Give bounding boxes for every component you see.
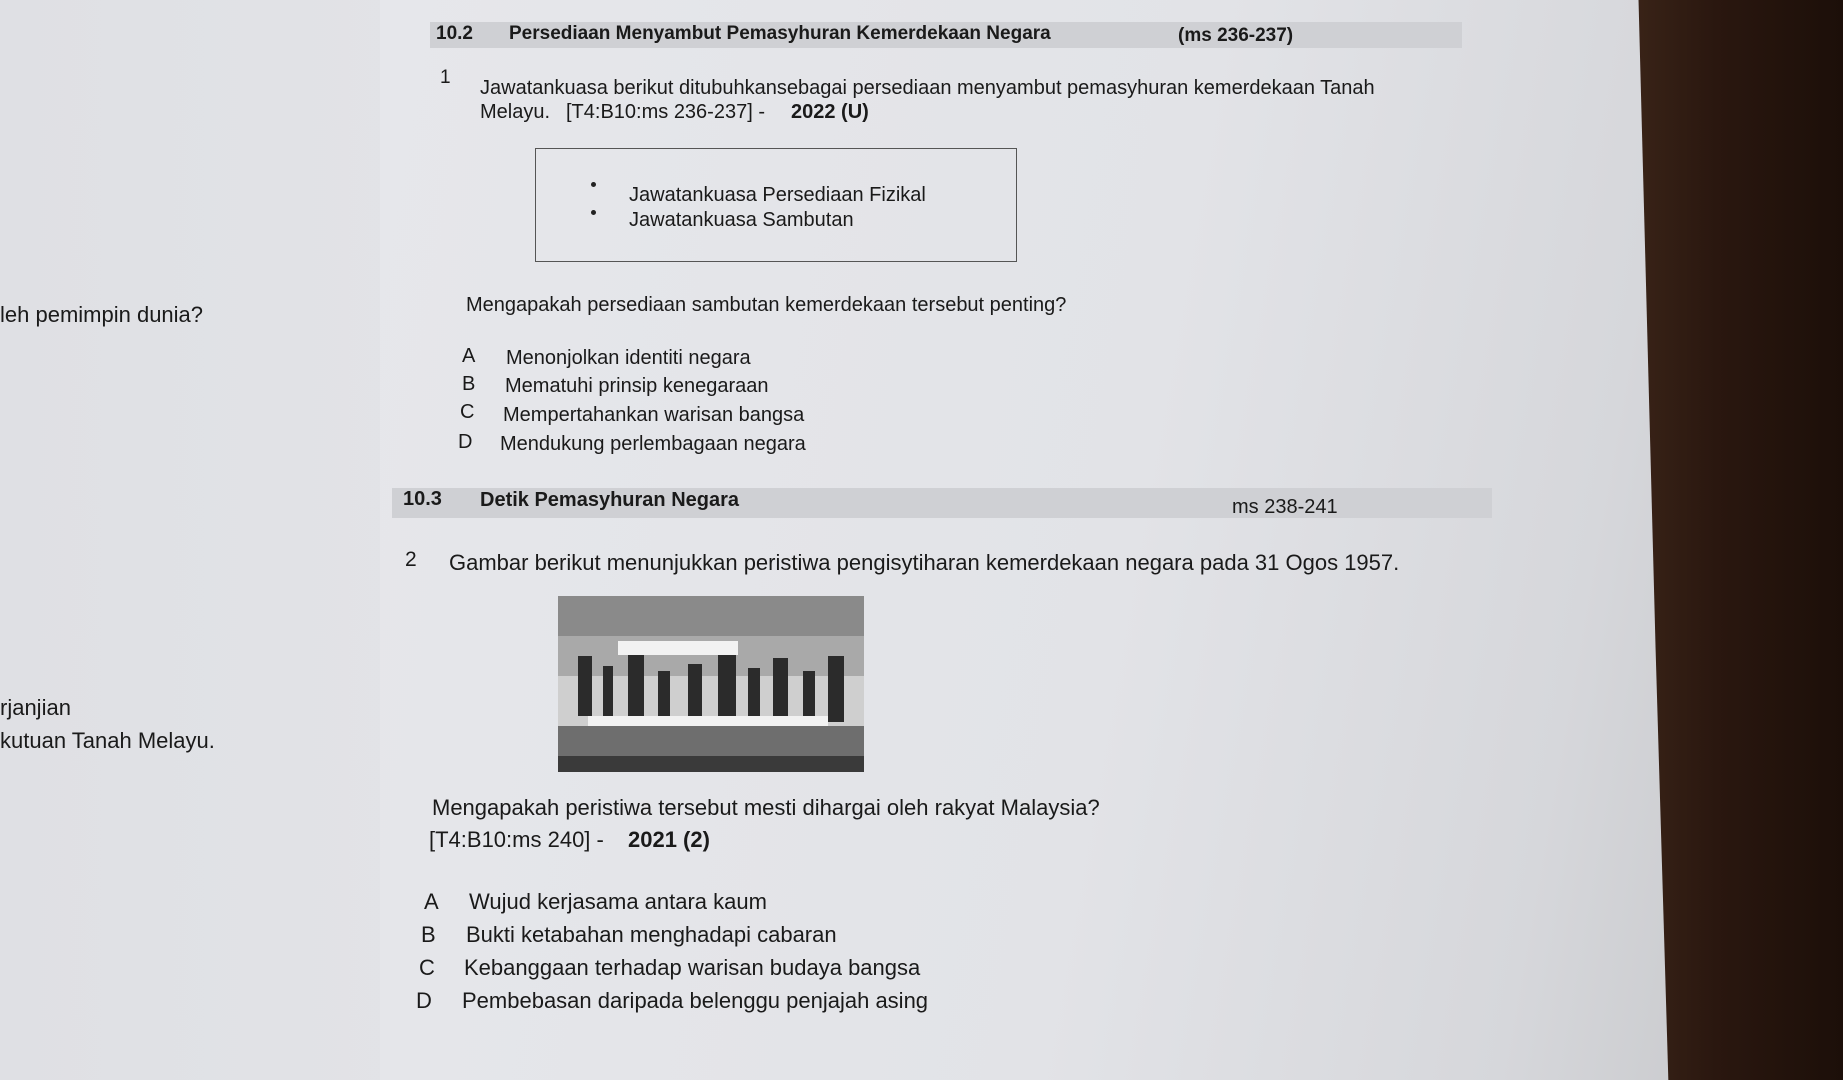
question-reference: [T4:B10:ms 236-237] - [566,101,765,123]
left-page-text-3: kutuan Tanah Melayu. [0,728,215,753]
info-box [535,148,1017,262]
option-text: Mendukung perlembagaan negara [500,433,806,455]
question-prompt: Mengapakah peristiwa tersebut mesti dihargai oleh rakyat Malaysia? [432,795,1100,820]
question-number: 1 [440,67,451,88]
question-year: 2022 (U) [791,101,869,123]
option-text: Wujud kerjasama antara kaum [469,889,767,914]
option-text: Pembebasan daripada belenggu penjajah asing [462,988,929,1013]
historical-photo [558,596,864,772]
section-number: 10.3 [403,488,442,510]
option-letter: D [416,988,432,1013]
section-pages: ms 238-241 [1232,496,1338,518]
question-reference: [T4:B10:ms 240] - [429,827,604,852]
option-letter: C [460,401,475,423]
question-prompt: Mengapakah persediaan sambutan kemerdekaan tersebut penting? [466,294,1067,316]
option-letter: A [462,345,476,367]
option-letter: B [421,922,436,947]
option-letter: B [462,373,476,395]
option-text: Kebanggaan terhadap warisan budaya bangsa [464,955,921,980]
question-stem: Jawatankuasa berikut ditubuhkansebagai persediaan menyambut pemasyhuran kemerdekaan Tanah [480,77,1375,99]
section-title: Detik Pemasyhuran Negara [480,489,740,511]
section-title: Persediaan Menyambut Pemasyhuran Kemerdekaan Negara [509,23,1051,44]
question-stem: Gambar berikut menunjukkan peristiwa pengisytiharan kemerdekaan negara pada 31 Ogos 1957. [449,550,1400,575]
section-pages: (ms 236-237) [1178,25,1294,46]
bullet-icon [591,210,596,215]
section-number: 10.2 [436,23,473,44]
bullet-icon [591,182,596,187]
option-letter: C [419,955,435,980]
option-text: Mempertahankan warisan bangsa [503,404,805,426]
left-page-text-1: leh pemimpin dunia? [0,302,204,327]
option-text: Mematuhi prinsip kenegaraan [505,375,769,397]
option-letter: D [458,431,473,453]
box-item-2: Jawatankuasa Sambutan [629,209,854,231]
option-text: Bukti ketabahan menghadapi cabaran [466,922,837,947]
question-year: 2021 (2) [628,827,710,852]
question-stem-2: Melayu. [480,101,551,123]
option-letter: A [424,889,439,914]
option-text: Menonjolkan identiti negara [506,347,751,369]
question-number: 2 [405,548,417,571]
box-item-1: Jawatankuasa Persediaan Fizikal [629,184,926,206]
left-page-text-2: rjanjian [0,695,71,720]
